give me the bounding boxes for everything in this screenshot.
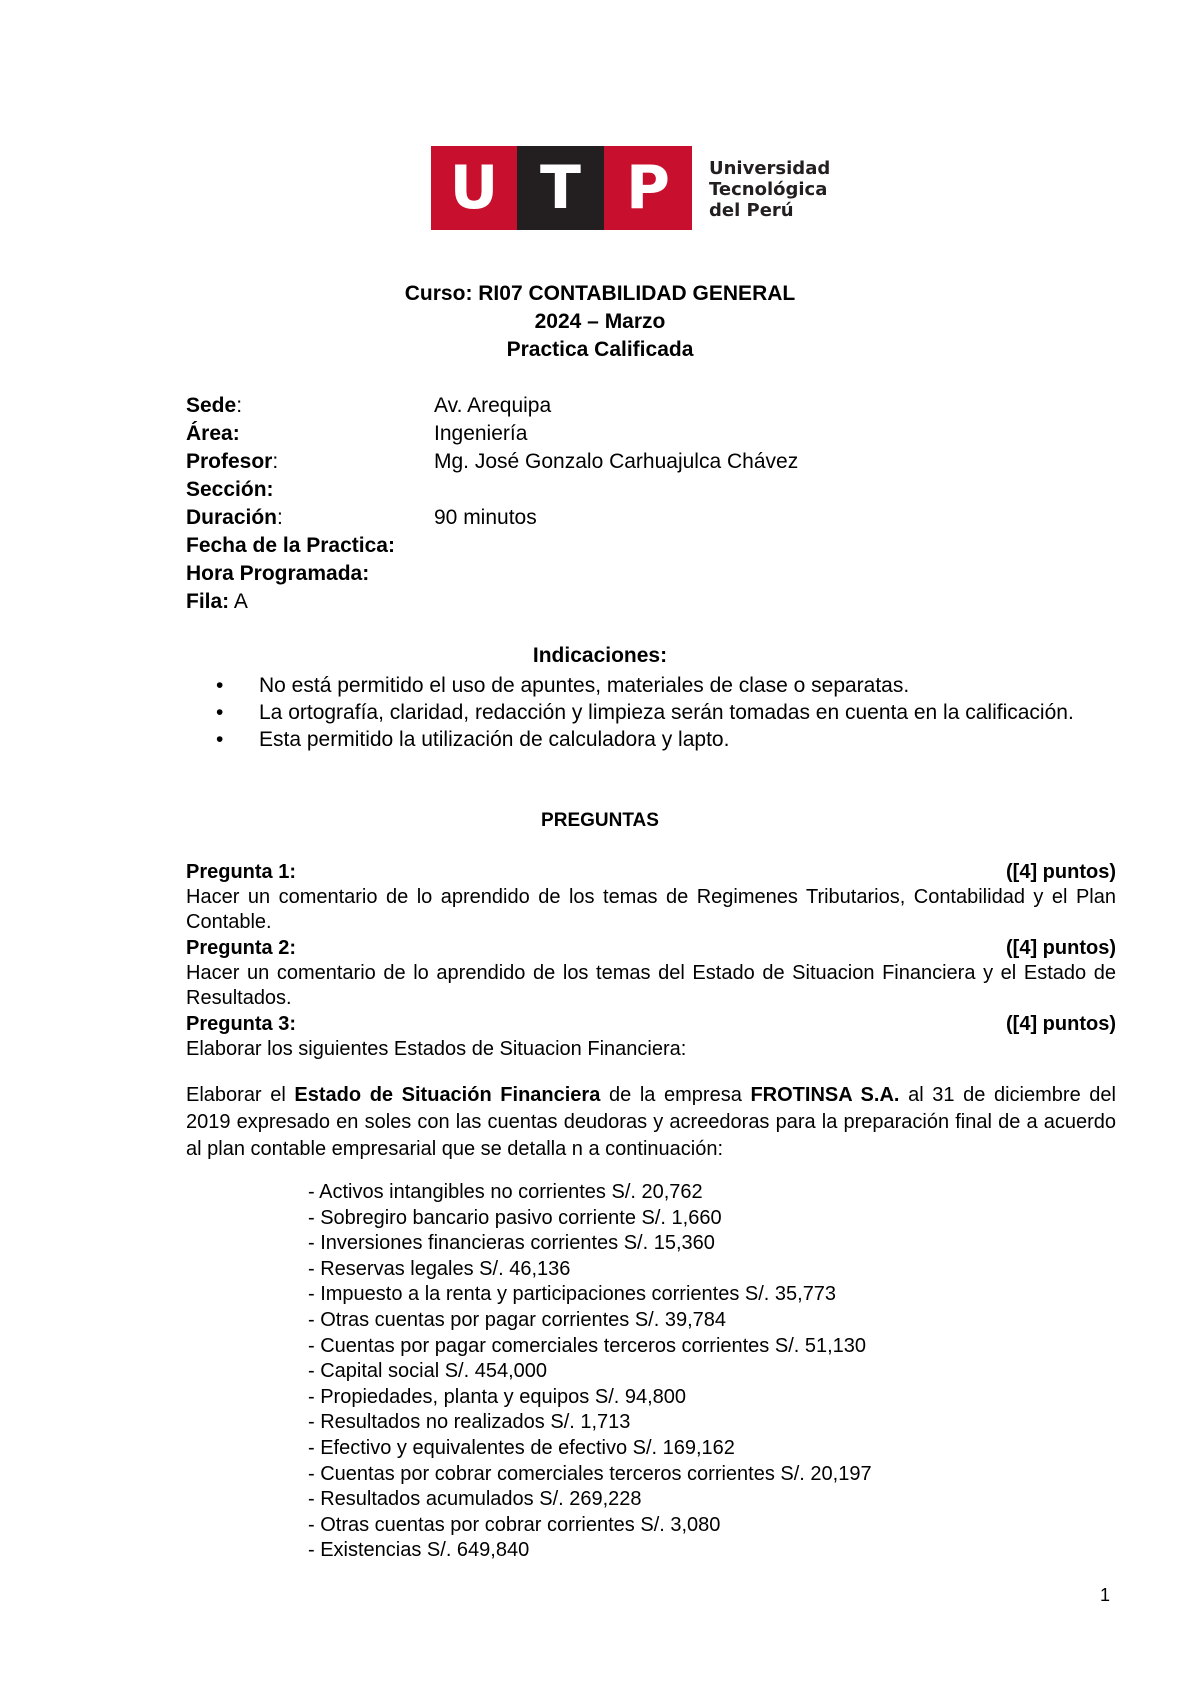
info-suffix: A bbox=[229, 590, 248, 613]
info-row-seccion bbox=[186, 476, 1086, 504]
indication-item: • La ortografía, claridad, redacción y limpieza serán tomadas en cuenta en la calificación. bbox=[216, 699, 1116, 726]
account-item: - Reservas legales S/. 46,136 bbox=[308, 1257, 571, 1280]
question-1 bbox=[186, 860, 1116, 935]
indication-item: • No está permitido el uso de apuntes, materiales de clase o separatas. bbox=[216, 672, 1116, 699]
logo-line-1: Universidad bbox=[709, 158, 831, 179]
logo-line-3: del Perú bbox=[709, 200, 794, 221]
info-suffix: : bbox=[236, 394, 243, 417]
account-item: - Propiedades, planta y equipos S/. 94,800 bbox=[308, 1385, 687, 1408]
account-item: - Activos intangibles no corrientes S/. 20,762 bbox=[308, 1181, 703, 1203]
account-item: - Existencias S/. 649,840 bbox=[308, 1539, 530, 1562]
logo-letter-t: T bbox=[517, 146, 604, 230]
exam-info bbox=[186, 392, 1086, 616]
exam-date: 2024 – Marzo bbox=[534, 310, 666, 333]
info-row-duracion bbox=[186, 504, 1086, 532]
info-label: Fecha de la Practica: bbox=[186, 534, 395, 557]
intro-bold-statement: Estado de Situación Financiera bbox=[294, 1084, 601, 1106]
info-value: Mg. José Gonzalo Carhuajulca Chávez bbox=[434, 450, 799, 473]
logo-wordmark bbox=[709, 158, 830, 221]
account-item: - Resultados acumulados S/. 269,228 bbox=[308, 1488, 642, 1511]
indications-title: Indicaciones: bbox=[532, 644, 668, 667]
question-3 bbox=[186, 1012, 1116, 1062]
info-row-fecha bbox=[186, 532, 1086, 560]
info-row-fila bbox=[186, 588, 1086, 616]
page-number: 1 bbox=[1100, 1585, 1111, 1605]
account-item: - Cuentas por cobrar comerciales terceros corrientes S/. 20,197 bbox=[308, 1462, 872, 1485]
question-text: Hacer un comentario de lo aprendido de los temas de Regimenes Tributarios, Contabilidad y el Plan Contable. bbox=[186, 886, 1116, 933]
info-row-sede bbox=[186, 392, 1086, 420]
info-value: Av. Arequipa bbox=[434, 394, 552, 417]
info-label: Profesor bbox=[186, 450, 273, 473]
logo-line-2: Tecnológica bbox=[709, 179, 828, 200]
indication-item: • Esta permitido la utilización de calculadora y lapto. bbox=[216, 726, 1116, 753]
logo-letter-p: P bbox=[604, 146, 692, 230]
info-label: Hora Programada: bbox=[186, 562, 370, 585]
intro-text: al 31 de diciembre del 2019 expresado en soles con las cuentas deudoras y acreedoras para la preparación final de a acuerdo al plan contable empresarial que se detalla n a continuación: bbox=[186, 1084, 1116, 1160]
info-row-hora bbox=[186, 560, 1086, 588]
question-points: ([4] puntos) bbox=[1006, 937, 1116, 959]
account-item: - Sobregiro bancario pasivo corriente S/. 1,660 bbox=[308, 1206, 722, 1229]
indications-list bbox=[216, 672, 1116, 753]
accounts-list bbox=[308, 1180, 872, 1564]
account-item: - Cuentas por pagar comerciales terceros corrientes S/. 51,130 bbox=[308, 1334, 867, 1357]
account-item: - Efectivo y equivalentes de efectivo S/. 169,162 bbox=[308, 1436, 735, 1459]
account-item: - Otras cuentas por pagar corrientes S/. 39,784 bbox=[308, 1308, 726, 1331]
info-label: Duración bbox=[186, 506, 278, 529]
utp-logo bbox=[431, 146, 692, 230]
logo-letter-u: U bbox=[431, 146, 517, 230]
info-label: Sección: bbox=[186, 478, 274, 501]
info-value: Ingeniería bbox=[434, 422, 528, 445]
intro-text: Elaborar el bbox=[186, 1084, 295, 1106]
intro-text: de la empresa bbox=[600, 1084, 751, 1106]
info-label: Sede bbox=[186, 394, 237, 417]
question-text: Hacer un comentario de lo aprendido de los temas del Estado de Situacion Financiera y el Estado de Resultados. bbox=[186, 962, 1116, 1009]
question-label: Pregunta 2: bbox=[186, 937, 297, 959]
info-row-profesor bbox=[186, 448, 1086, 476]
account-item: - Resultados no realizados S/. 1,713 bbox=[308, 1411, 631, 1434]
account-item: - Inversiones financieras corrientes S/. 15,360 bbox=[308, 1232, 715, 1255]
question-points: ([4] puntos) bbox=[1006, 1013, 1116, 1035]
question-text: Elaborar los siguientes Estados de Situacion Financiera: bbox=[186, 1038, 687, 1060]
exam-title: Practica Calificada bbox=[506, 338, 694, 361]
question-points: ([4] puntos) bbox=[1006, 861, 1116, 883]
info-suffix: : bbox=[277, 506, 283, 529]
info-row-area bbox=[186, 420, 1086, 448]
course-title: Curso: RI07 CONTABILIDAD GENERAL bbox=[404, 282, 796, 305]
intro-bold-company: FROTINSA S.A. bbox=[750, 1084, 900, 1106]
account-item: - Capital social S/. 454,000 bbox=[308, 1360, 548, 1383]
questions-title: PREGUNTAS bbox=[541, 810, 659, 831]
info-suffix: : bbox=[272, 450, 279, 473]
question-3-instructions bbox=[186, 1082, 1116, 1163]
info-label: Fila: bbox=[186, 590, 230, 613]
account-item: - Impuesto a la renta y participaciones corrientes S/. 35,773 bbox=[308, 1283, 837, 1306]
account-item: - Otras cuentas por cobrar corrientes S/. 3,080 bbox=[308, 1513, 721, 1536]
info-value: 90 minutos bbox=[434, 506, 537, 529]
question-2 bbox=[186, 936, 1116, 1011]
info-label: Área: bbox=[186, 422, 240, 445]
question-label: Pregunta 3: bbox=[186, 1013, 297, 1035]
question-label: Pregunta 1: bbox=[186, 861, 297, 883]
